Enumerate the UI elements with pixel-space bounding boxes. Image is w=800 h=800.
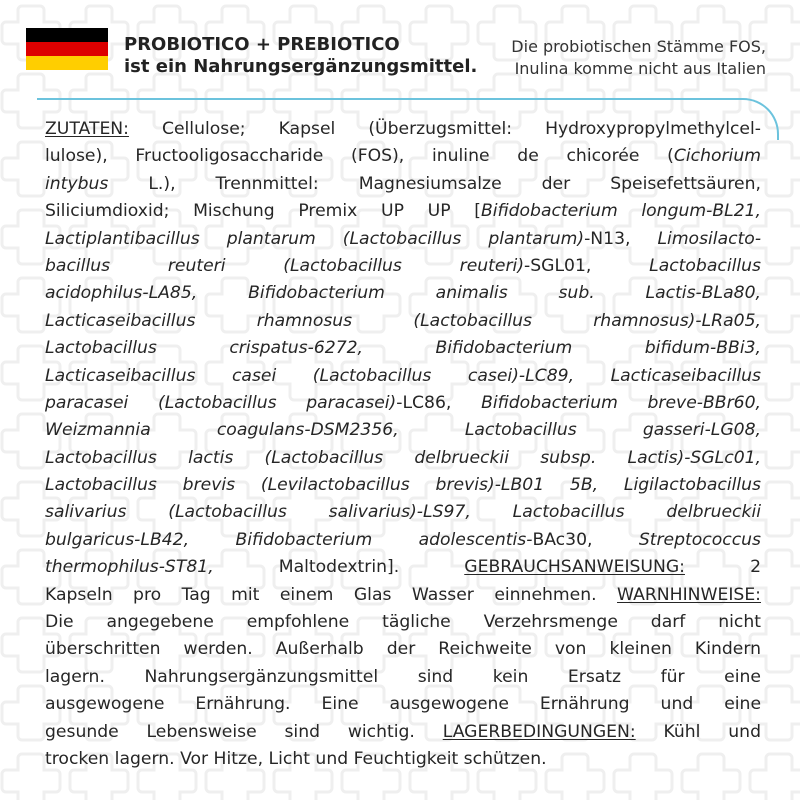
text-run <box>502 174 542 194</box>
ingredients-line <box>45 719 761 746</box>
text-run: Lacticaseibacillus <box>45 310 196 331</box>
text-run <box>316 229 343 249</box>
text-run: Glas <box>353 584 392 605</box>
text-run: Die <box>45 612 74 633</box>
text-run <box>157 338 229 358</box>
text-run: -N13, <box>584 228 631 249</box>
text-run: Siliciumdioxid; <box>45 201 170 222</box>
text-run <box>618 201 642 221</box>
text-run: -SGL01, <box>524 255 592 276</box>
text-run: (Lactobacillus <box>283 255 402 276</box>
text-run: Weizmannia <box>45 420 151 441</box>
text-run <box>544 475 570 495</box>
text-run: Kindern <box>694 639 762 660</box>
text-run: und <box>315 748 349 769</box>
text-run: intybus <box>45 173 109 194</box>
text-run: Bifidobacterium <box>480 201 618 222</box>
text-run <box>685 557 750 577</box>
text-run <box>128 393 158 413</box>
text-run: überschritten <box>45 639 161 660</box>
text-run <box>363 338 435 358</box>
section-heading: GEBRAUCHSANWEISUNG: <box>464 557 685 578</box>
text-run <box>335 119 368 139</box>
text-run: casei <box>231 365 277 386</box>
text-run <box>161 585 181 605</box>
text-run: chicorée <box>566 146 640 167</box>
text-run: BAc30, <box>532 529 593 550</box>
text-run: (Lactobacillus <box>312 365 432 386</box>
text-run: Hitze, <box>213 748 264 769</box>
text-run <box>320 722 348 742</box>
text-run: bulgaricus-LB42, <box>45 529 190 550</box>
ingredients-line <box>45 609 761 636</box>
text-run <box>570 174 610 194</box>
text-run <box>572 338 644 358</box>
text-run: Premix <box>298 201 358 222</box>
text-run <box>700 722 728 742</box>
text-run: der <box>541 173 571 194</box>
text-run <box>453 667 493 687</box>
text-run <box>621 667 661 687</box>
text-run <box>246 119 279 139</box>
text-run: (Lactobacillus <box>168 502 287 523</box>
text-run: salivarius <box>45 502 127 523</box>
text-run <box>385 283 436 303</box>
text-run: casei)-LC89, <box>467 365 575 386</box>
text-run: thermophilus-ST81, <box>45 557 214 578</box>
text-run <box>359 694 390 714</box>
flag-stripe-gold <box>26 56 108 70</box>
text-run: gasseri-LG08, <box>642 420 762 441</box>
text-run: Tag <box>181 584 211 605</box>
text-run <box>257 722 285 742</box>
text-run: coagulans-DSM2356, <box>216 420 399 441</box>
text-run <box>618 393 648 413</box>
text-run: subsp. <box>540 447 597 468</box>
text-run: eine <box>724 694 762 715</box>
text-run <box>129 119 162 139</box>
text-run <box>595 283 646 303</box>
text-run: Cellulose; <box>161 119 246 139</box>
text-run: acidophilus-LA85, <box>45 283 198 304</box>
text-run <box>164 694 195 714</box>
text-run: Lactobacillus <box>649 255 762 276</box>
text-run: (Lactobacillus <box>342 228 462 249</box>
origin-note <box>511 36 766 80</box>
text-run <box>291 694 322 714</box>
text-run: Ernährung. <box>195 694 291 715</box>
text-run: Verzehrsmenge <box>483 612 618 633</box>
text-run <box>399 420 465 440</box>
text-run <box>189 530 235 550</box>
text-run: nicht <box>718 612 761 633</box>
text-run: longum-BL21, <box>641 201 762 222</box>
text-run: Streptococcus <box>638 529 761 550</box>
text-run: Kapsel <box>278 119 336 139</box>
text-run <box>451 612 484 632</box>
text-run <box>574 366 611 386</box>
text-run: brevis <box>182 475 236 496</box>
flag-stripe-black <box>26 28 108 42</box>
text-run: Mischung <box>193 201 275 222</box>
text-run: Wasser <box>411 584 474 605</box>
text-run <box>214 557 279 577</box>
text-run <box>161 639 184 659</box>
text-run: Lebensweise <box>146 721 257 742</box>
text-run: lagern. <box>45 666 105 687</box>
ingredients-line <box>45 499 761 526</box>
text-run: bacillus <box>45 255 111 276</box>
text-run <box>592 530 638 550</box>
ingredients-line <box>45 582 761 609</box>
text-run: Kühl <box>663 721 701 742</box>
text-run: inuline <box>431 146 490 167</box>
text-run: Magnesiumsalze <box>358 173 502 194</box>
text-run: 2 <box>750 557 761 578</box>
text-run <box>639 146 667 166</box>
text-run: 5B, <box>569 475 599 496</box>
text-run: Lactobacillus <box>45 475 157 496</box>
text-run <box>685 612 718 632</box>
text-run: Licht <box>268 748 310 769</box>
ingredients-line <box>45 390 761 417</box>
text-run <box>275 201 299 221</box>
text-run: gesunde <box>45 721 119 742</box>
text-run <box>399 557 464 577</box>
text-run <box>509 448 540 468</box>
text-run: Reichweite <box>438 639 532 660</box>
text-run <box>490 146 518 166</box>
text-run <box>197 283 248 303</box>
text-run: brevis)-LB01 <box>435 475 545 496</box>
text-run: -LC86, <box>396 392 452 413</box>
text-run: einem <box>279 584 334 605</box>
text-run: Nahrungsergänzungsmittel <box>144 666 379 687</box>
text-run <box>253 639 276 659</box>
text-run: crispatus-6272, <box>229 338 364 359</box>
text-run <box>451 393 481 413</box>
ingredients-line <box>45 253 761 280</box>
text-run: [ <box>474 201 481 222</box>
text-run <box>214 612 247 632</box>
text-run <box>276 366 313 386</box>
ingredients-text <box>45 116 761 773</box>
text-run: (Lactobacillus <box>264 447 384 468</box>
ingredients-line <box>45 664 761 691</box>
text-run: plantarum) <box>488 228 585 249</box>
text-run <box>119 722 147 742</box>
text-run <box>512 119 545 139</box>
text-run <box>200 229 227 249</box>
text-run: Vor <box>180 748 209 769</box>
ingredients-line <box>45 554 761 581</box>
text-run <box>532 639 555 659</box>
text-run: Bifidobacterium <box>481 392 618 413</box>
text-run: UP <box>381 201 404 222</box>
text-run: mit <box>231 584 260 605</box>
text-run: pro <box>133 584 162 605</box>
text-run: und <box>660 694 694 715</box>
text-run: reuteri <box>167 255 226 276</box>
text-run <box>157 448 188 468</box>
text-run <box>410 475 436 495</box>
text-run: Hydroxypropylmethylcel- <box>545 119 761 139</box>
text-run: kein <box>492 666 529 687</box>
text-run <box>157 475 183 495</box>
text-run <box>226 256 284 276</box>
text-run <box>195 311 256 331</box>
text-run <box>176 174 216 194</box>
text-run <box>631 229 658 249</box>
text-run: Fructooligosaccharide <box>135 146 324 167</box>
text-run: tägliche <box>382 612 451 633</box>
text-run: UP <box>427 201 451 222</box>
text-run <box>528 667 568 687</box>
text-run <box>333 585 353 605</box>
text-run: paracasei) <box>306 392 397 413</box>
text-run: Bifidobacterium <box>435 338 573 359</box>
text-run: delbrueckii <box>414 447 509 468</box>
text-run: trocken <box>45 748 110 769</box>
text-run: (Überzugsmittel: <box>368 119 513 139</box>
text-run: Lactobacillus <box>45 338 157 359</box>
text-run: Maltodextrin]. <box>278 557 400 578</box>
text-run: (FOS), <box>351 146 405 167</box>
origin-note-line-1: Die probiotischen Stämme FOS, <box>511 37 766 56</box>
text-run <box>383 448 414 468</box>
text-run: Lactobacillus <box>45 447 157 468</box>
text-run <box>591 256 649 276</box>
text-run <box>126 502 168 522</box>
text-run <box>372 530 418 550</box>
text-run: sub. <box>558 283 595 304</box>
product-title-line-1: PROBIOTICO + PREBIOTICO <box>124 34 400 55</box>
text-run <box>319 174 359 194</box>
flag-stripe-red <box>26 42 108 56</box>
text-run <box>349 612 382 632</box>
text-run: Ernährung <box>539 694 630 715</box>
text-run <box>586 639 609 659</box>
text-run: für <box>660 666 685 687</box>
text-run <box>693 694 724 714</box>
text-run <box>211 585 231 605</box>
text-run <box>323 146 351 166</box>
text-run <box>451 201 475 221</box>
text-run <box>364 639 387 659</box>
ingredients-line <box>45 226 761 253</box>
text-run <box>108 146 136 166</box>
text-run: (Levilactobacillus <box>260 475 410 496</box>
text-run <box>404 201 428 221</box>
text-run <box>685 667 725 687</box>
text-run <box>618 612 651 632</box>
german-flag <box>26 28 108 70</box>
text-run <box>597 585 617 605</box>
text-run <box>357 201 381 221</box>
text-run: breve-BBr60, <box>647 392 761 413</box>
text-run: Lactobacillus <box>512 502 625 523</box>
text-run: lulose), <box>45 146 108 167</box>
text-run: L.), <box>148 173 176 194</box>
text-run <box>74 612 107 632</box>
text-run <box>509 694 540 714</box>
text-run <box>277 393 307 413</box>
text-run: angegebene <box>106 612 214 633</box>
text-run: salivarius)-LS97, <box>328 502 471 523</box>
text-run: Lacticaseibacillus <box>610 365 761 386</box>
text-run: der <box>386 639 416 660</box>
text-run: Lactiplantibacillus <box>45 228 200 249</box>
text-run: eine <box>724 666 761 687</box>
text-run <box>151 420 217 440</box>
text-run: Außerhalb <box>275 639 364 660</box>
text-run: Ersatz <box>567 666 622 687</box>
text-run: schützen. <box>463 748 547 769</box>
text-run: von <box>554 639 587 660</box>
text-run: Limosilacto- <box>657 228 762 249</box>
text-run: Trennmittel: <box>215 173 319 194</box>
text-run <box>352 311 413 331</box>
origin-note-line-2: Inulina komme nicht aus Italien <box>514 59 766 78</box>
ingredients-line <box>45 445 761 472</box>
ingredients-line <box>45 691 761 718</box>
ingredients-line <box>45 363 761 390</box>
text-run: animalis <box>435 283 508 304</box>
text-run <box>636 722 664 742</box>
text-run: Bifidobacterium <box>235 529 373 550</box>
text-run: delbrueckii <box>666 502 762 523</box>
text-run: sind <box>284 721 321 742</box>
text-run <box>287 502 329 522</box>
text-run <box>195 366 232 386</box>
ingredients-line <box>45 280 761 307</box>
text-run <box>113 585 133 605</box>
text-run <box>598 475 624 495</box>
text-run: ausgewogene <box>389 694 509 715</box>
ingredients-line <box>45 417 761 444</box>
text-run: reuteri) <box>459 255 525 276</box>
text-run: sind <box>417 666 454 687</box>
text-run: kleinen <box>609 639 672 660</box>
ingredients-line <box>45 198 761 225</box>
text-run: lactis <box>188 447 234 468</box>
text-run: darf <box>650 612 686 633</box>
text-run: Lactis-BLa80, <box>645 283 761 304</box>
text-run <box>672 639 695 659</box>
text-run: bifidum-BBi3, <box>644 338 762 359</box>
text-run: einnehmen. <box>494 584 597 605</box>
product-title-line-2: ist ein Nahrungsergänzungsmittel. <box>124 56 478 77</box>
ingredients-line <box>45 143 761 170</box>
product-title <box>124 34 477 78</box>
text-run: Feuchtigkeit <box>353 748 459 769</box>
text-run: Speisefettsäuren, <box>610 173 761 194</box>
text-run <box>630 694 661 714</box>
ingredients-line <box>45 116 761 143</box>
text-run <box>577 420 643 440</box>
text-run: Lactis)-SGLc01, <box>627 447 762 468</box>
text-run: rhamnosus <box>256 310 353 331</box>
text-run <box>415 722 443 742</box>
text-run: Ligilactobacillus <box>623 475 761 496</box>
section-heading: WARNHINWEISE: <box>617 584 761 605</box>
text-run <box>532 311 593 331</box>
text-run <box>625 502 667 522</box>
text-run: und <box>728 721 761 742</box>
text-run: werden. <box>183 639 253 660</box>
text-run: ( <box>667 146 674 167</box>
text-run: Cichorium <box>673 146 761 167</box>
ingredients-line <box>45 746 761 773</box>
text-run: wichtig. <box>347 721 415 742</box>
text-run <box>108 174 148 194</box>
text-run <box>235 475 261 495</box>
text-run: Kapseln <box>45 584 113 605</box>
ingredients-line <box>45 171 761 198</box>
text-run <box>233 448 264 468</box>
ingredients-line <box>45 335 761 362</box>
text-run: adolescentis- <box>418 529 533 550</box>
text-run <box>169 201 193 221</box>
text-run <box>471 502 513 522</box>
text-run: (Lactobacillus <box>413 310 532 331</box>
text-run: Lacticaseibacillus <box>45 365 196 386</box>
text-run: Eine <box>321 694 359 715</box>
text-run <box>596 448 627 468</box>
text-run <box>461 229 488 249</box>
text-run <box>402 256 460 276</box>
text-run <box>508 283 559 303</box>
text-run <box>474 585 494 605</box>
text-run <box>415 639 438 659</box>
ingredients-line <box>45 308 761 335</box>
text-run <box>539 146 567 166</box>
section-heading: ZUTATEN: <box>45 119 129 139</box>
text-run <box>431 366 468 386</box>
text-run: paracasei <box>45 392 129 413</box>
text-run <box>110 256 168 276</box>
text-run: rhamnosus)-LRa05, <box>593 310 761 331</box>
text-run: empfohlene <box>246 612 350 633</box>
ingredients-line <box>45 472 761 499</box>
text-run <box>105 667 145 687</box>
text-run: de <box>517 146 539 167</box>
text-run <box>259 585 279 605</box>
text-run: (Lactobacillus <box>157 392 277 413</box>
section-heading: LAGERBEDINGUNGEN: <box>442 721 636 742</box>
text-run: Bifidobacterium <box>248 283 385 304</box>
ingredients-line <box>45 636 761 663</box>
text-run: ausgewogene <box>45 694 165 715</box>
text-run: plantarum <box>226 228 316 249</box>
text-run <box>404 146 432 166</box>
text-run <box>378 667 418 687</box>
text-run <box>391 585 411 605</box>
text-run: lagern. <box>114 748 175 769</box>
text-run: Lactobacillus <box>464 420 577 441</box>
ingredients-line <box>45 527 761 554</box>
